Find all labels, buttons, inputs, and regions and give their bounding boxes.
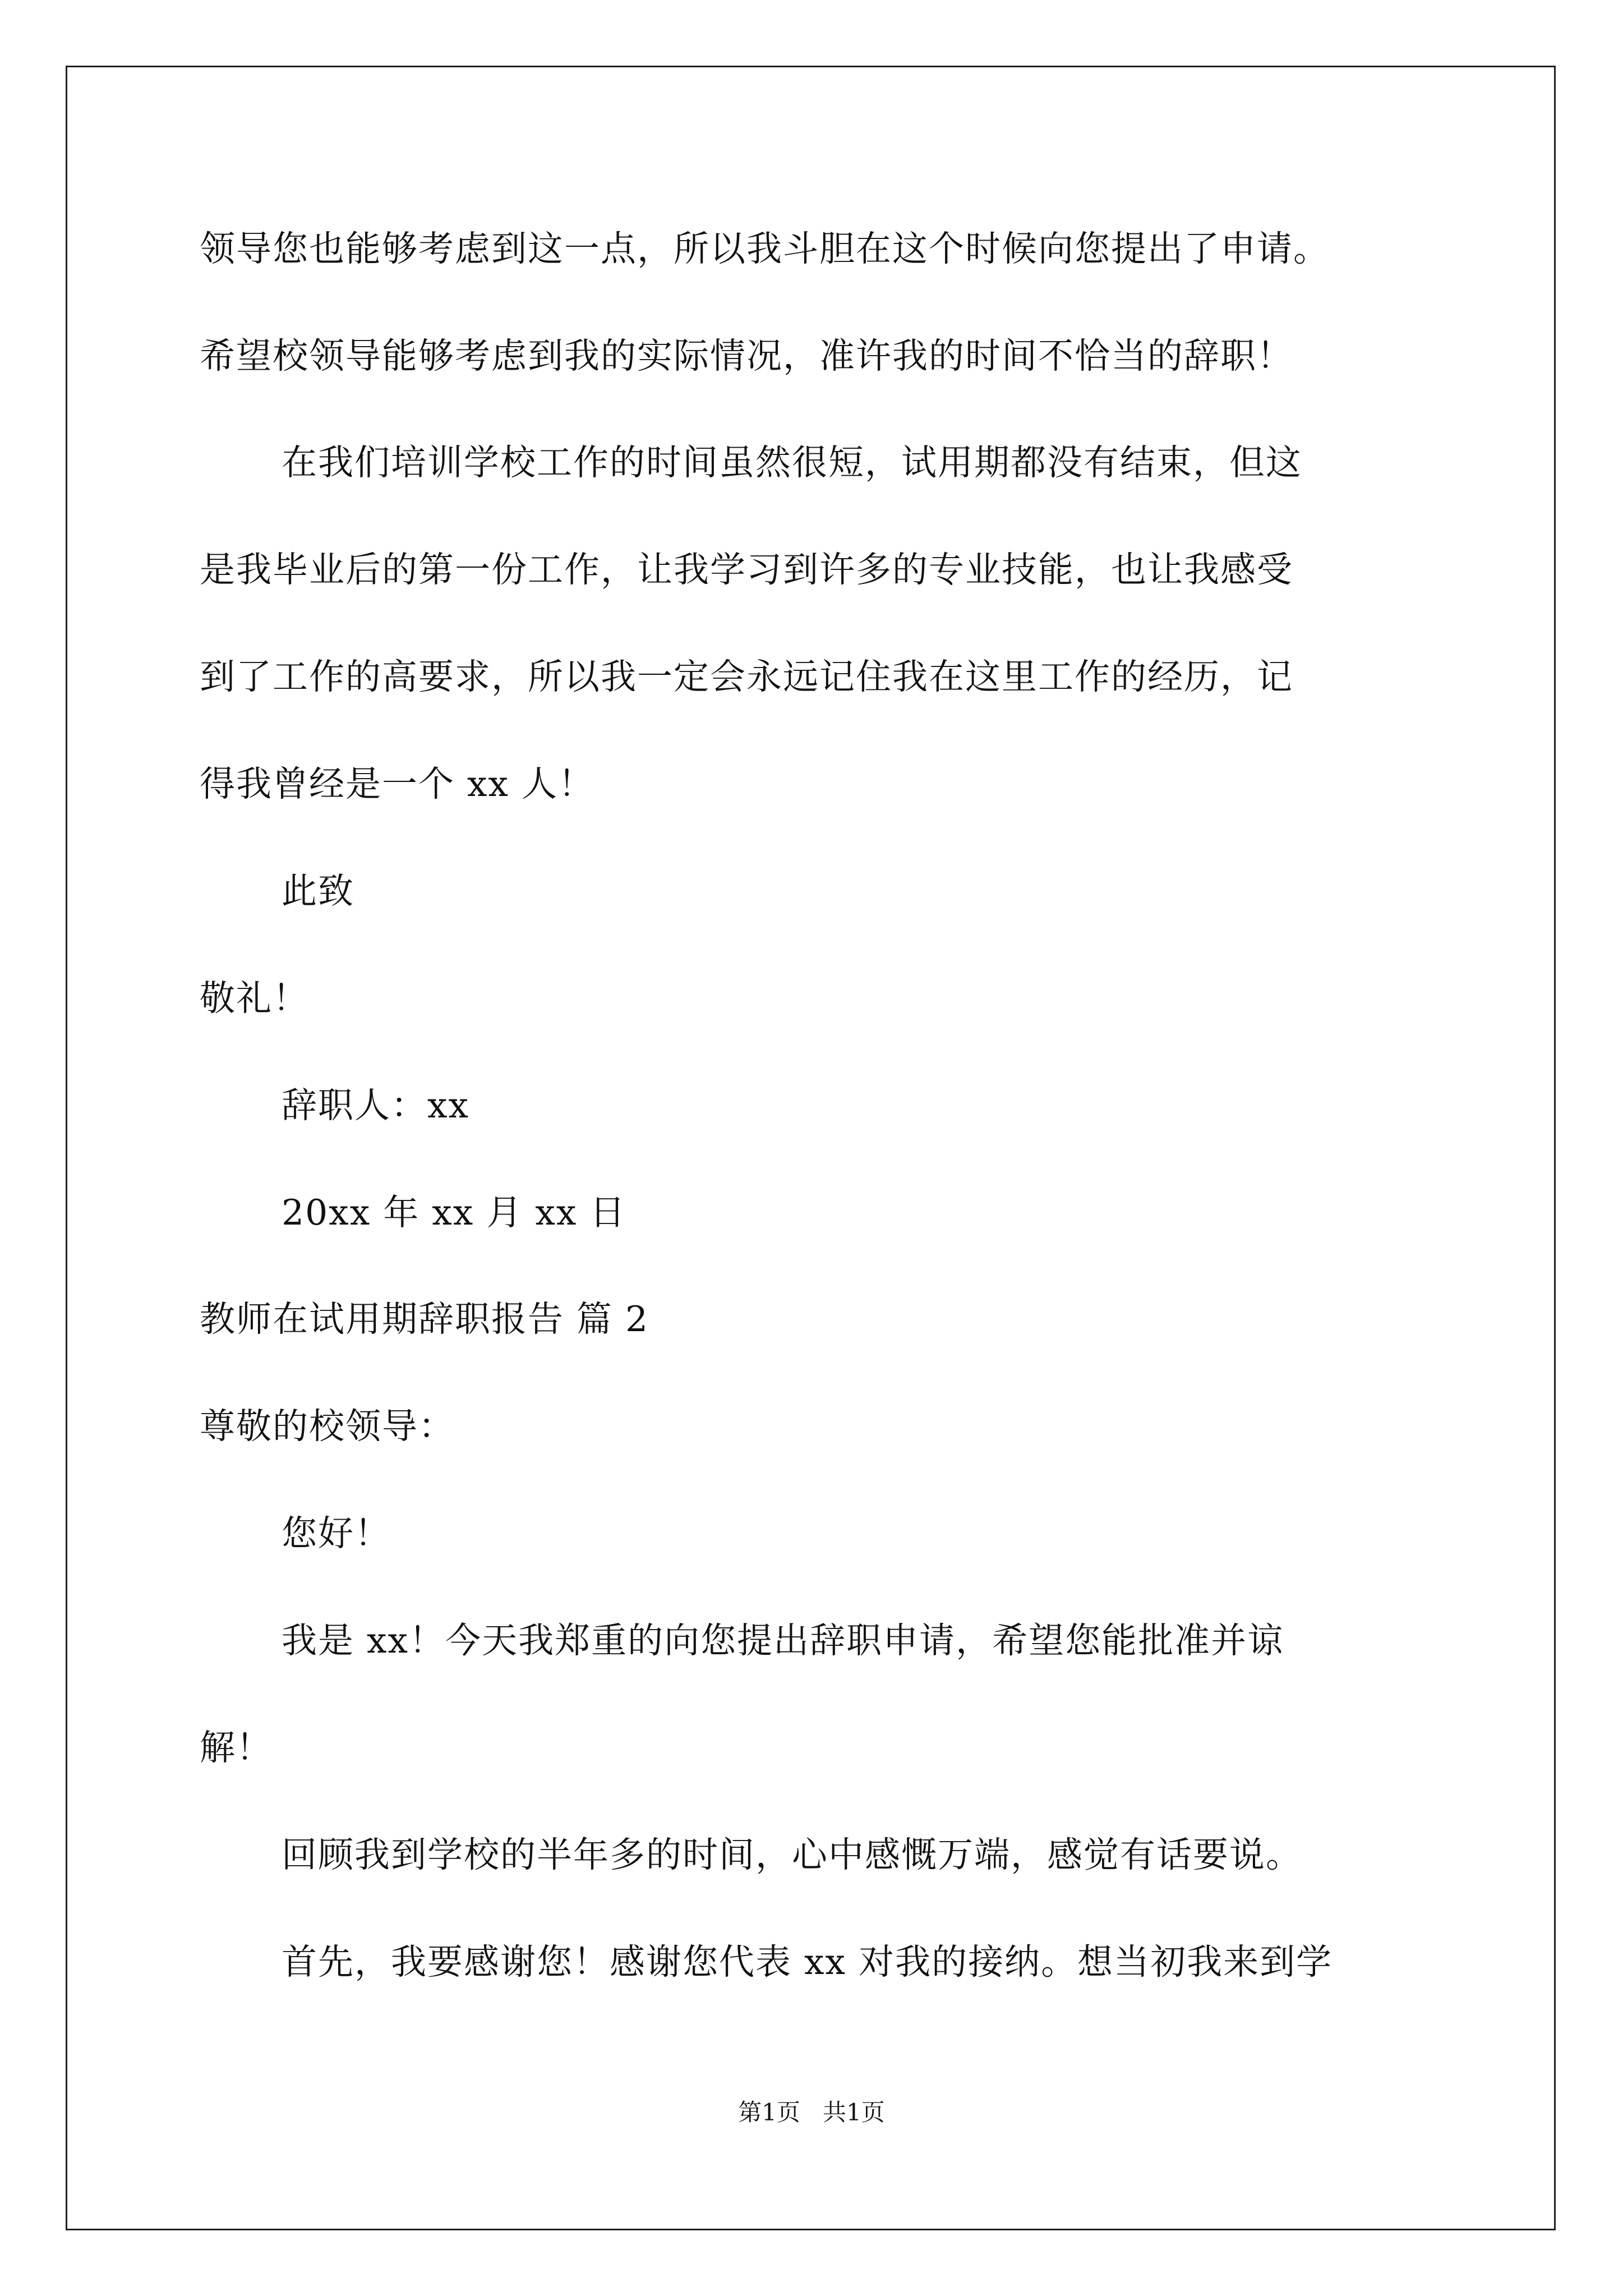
text-line-2: 希望校领导能够考虑到我的实际情况，准许我的时间不恰当的辞职！: [200, 335, 1293, 376]
paragraph-start-training-school: 在我们培训学校工作的时间虽然很短，试用期都没有结束，但这: [282, 442, 1302, 483]
paragraph-start-introduction: 我是 xx！今天我郑重的向您提出辞职申请，希望您能批准并谅: [282, 1620, 1284, 1661]
text-line-15: 解！: [200, 1727, 273, 1768]
paragraph-start-thanks: 首先，我要感谢您！感谢您代表 xx 对我的接纳。想当初我来到学: [282, 1941, 1333, 1982]
paragraph-start-review: 回顾我到学校的半年多的时间，心中感慨万端，感觉有话要说。: [282, 1834, 1302, 1875]
page-number-footer: 第1页 共1页: [738, 2099, 885, 2126]
text-line-6: 得我曾经是一个 xx 人！: [200, 763, 595, 804]
letter-salutation: 尊敬的校领导：: [200, 1406, 455, 1447]
text-line-5: 到了工作的高要求，所以我一定会永远记住我在这里工作的经历，记: [200, 656, 1293, 697]
section-heading: 教师在试用期辞职报告 篇 2: [200, 1299, 649, 1340]
signature-name: 辞职人：xx: [282, 1085, 470, 1126]
greeting: 您好！: [282, 1513, 391, 1554]
signature-date: 20xx 年 xx 月 xx 日: [282, 1192, 626, 1233]
closing-salutation: 此致: [282, 871, 354, 912]
text-line-4: 是我毕业后的第一份工作，让我学习到许多的专业技能，也让我感受: [200, 549, 1293, 590]
text-line-1: 领导您也能够考虑到这一点，所以我斗胆在这个时候向您提出了申请。: [200, 228, 1330, 269]
closing-regards: 敬礼！: [200, 978, 309, 1019]
page-border: [66, 66, 1556, 2230]
